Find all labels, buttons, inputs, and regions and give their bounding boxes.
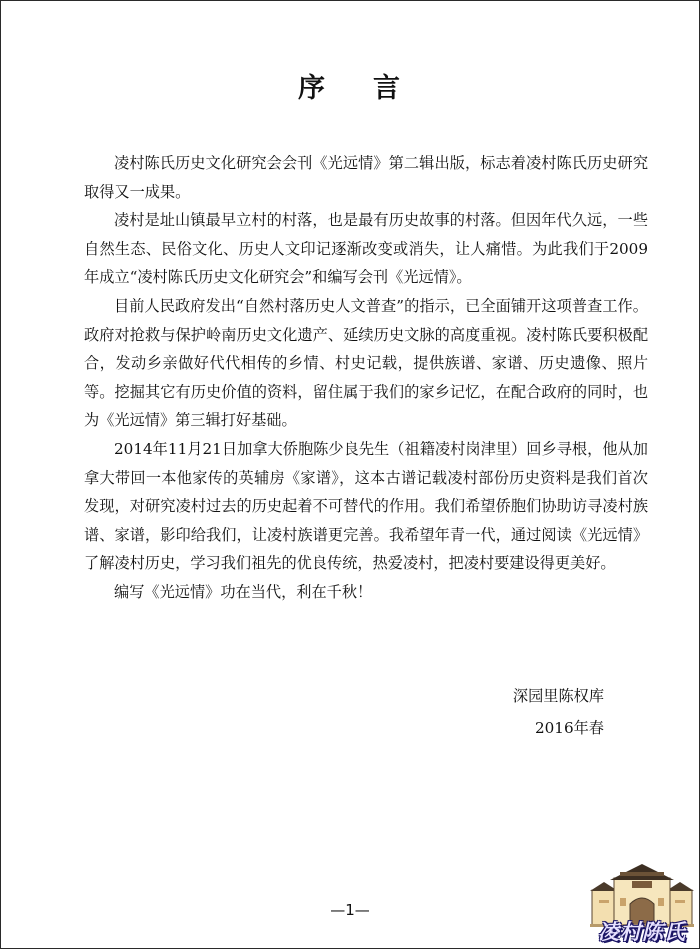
paragraph: 编写《光远情》功在当代，利在千秋！: [114, 582, 373, 601]
paragraph: 凌村陈氏历史文化研究会会刊《光远情》第二辑出版，标志着凌村陈氏历史研究取得又一成果。: [84, 154, 648, 201]
paragraph: 凌村是址山镇最早立村的村落，也是最有历史故事的村落。但因年代久远，一些自然生态、民俗文化、历史人文印记逐渐改变或消失，让人痛惜。为此我们于2009年成立“凌村陈氏历史文化研究会”和编写会刊《光远情》。: [84, 211, 648, 287]
page-number: —1—: [330, 901, 370, 919]
title-char-2: 言: [373, 73, 402, 104]
logo-text: 凌村陈氏: [598, 920, 686, 944]
page-title: [0, 66, 700, 105]
village-gate-logo: [590, 858, 694, 944]
signature-date: 2016年春: [534, 719, 604, 737]
document-body: [84, 149, 648, 607]
author-signature: 深园里陈权库: [512, 687, 604, 705]
paragraph: 2014年11月21日加拿大侨胞陈少良先生（祖籍凌村岗津里）回乡寻根，他从加拿大带回一本他家传的英辅房《家谱》，这本古谱记载凌村部份历史资料是我们首次发现，对研究凌村过去的历史起着不可替代的作用。我们希望侨胞们协助访寻凌村族谱、家谱，影印给我们，让凌村族谱更完善。我希望年青一代，通过阅读《光远情》了解凌村历史，学习我们祖先的优良传统，热爱凌村，把凌村要建设得更美好。: [84, 439, 648, 573]
title-char-1: 序: [298, 73, 327, 104]
paragraph: 目前人民政府发出“自然村落历史人文普查”的指示，已全面铺开这项普查工作。政府对抢救与保护岭南历史文化遗产、延续历史文脉的高度重视。凌村陈氏要积极配合，发动乡亲做好代代相传的乡情、村史记载，提供族谱、家谱、历史遗像、照片等。挖掘其它有历史价值的资料，留住属于我们的家乡记忆，在配合政府的同时，也为《光远情》第三辑打好基础。: [84, 296, 648, 430]
